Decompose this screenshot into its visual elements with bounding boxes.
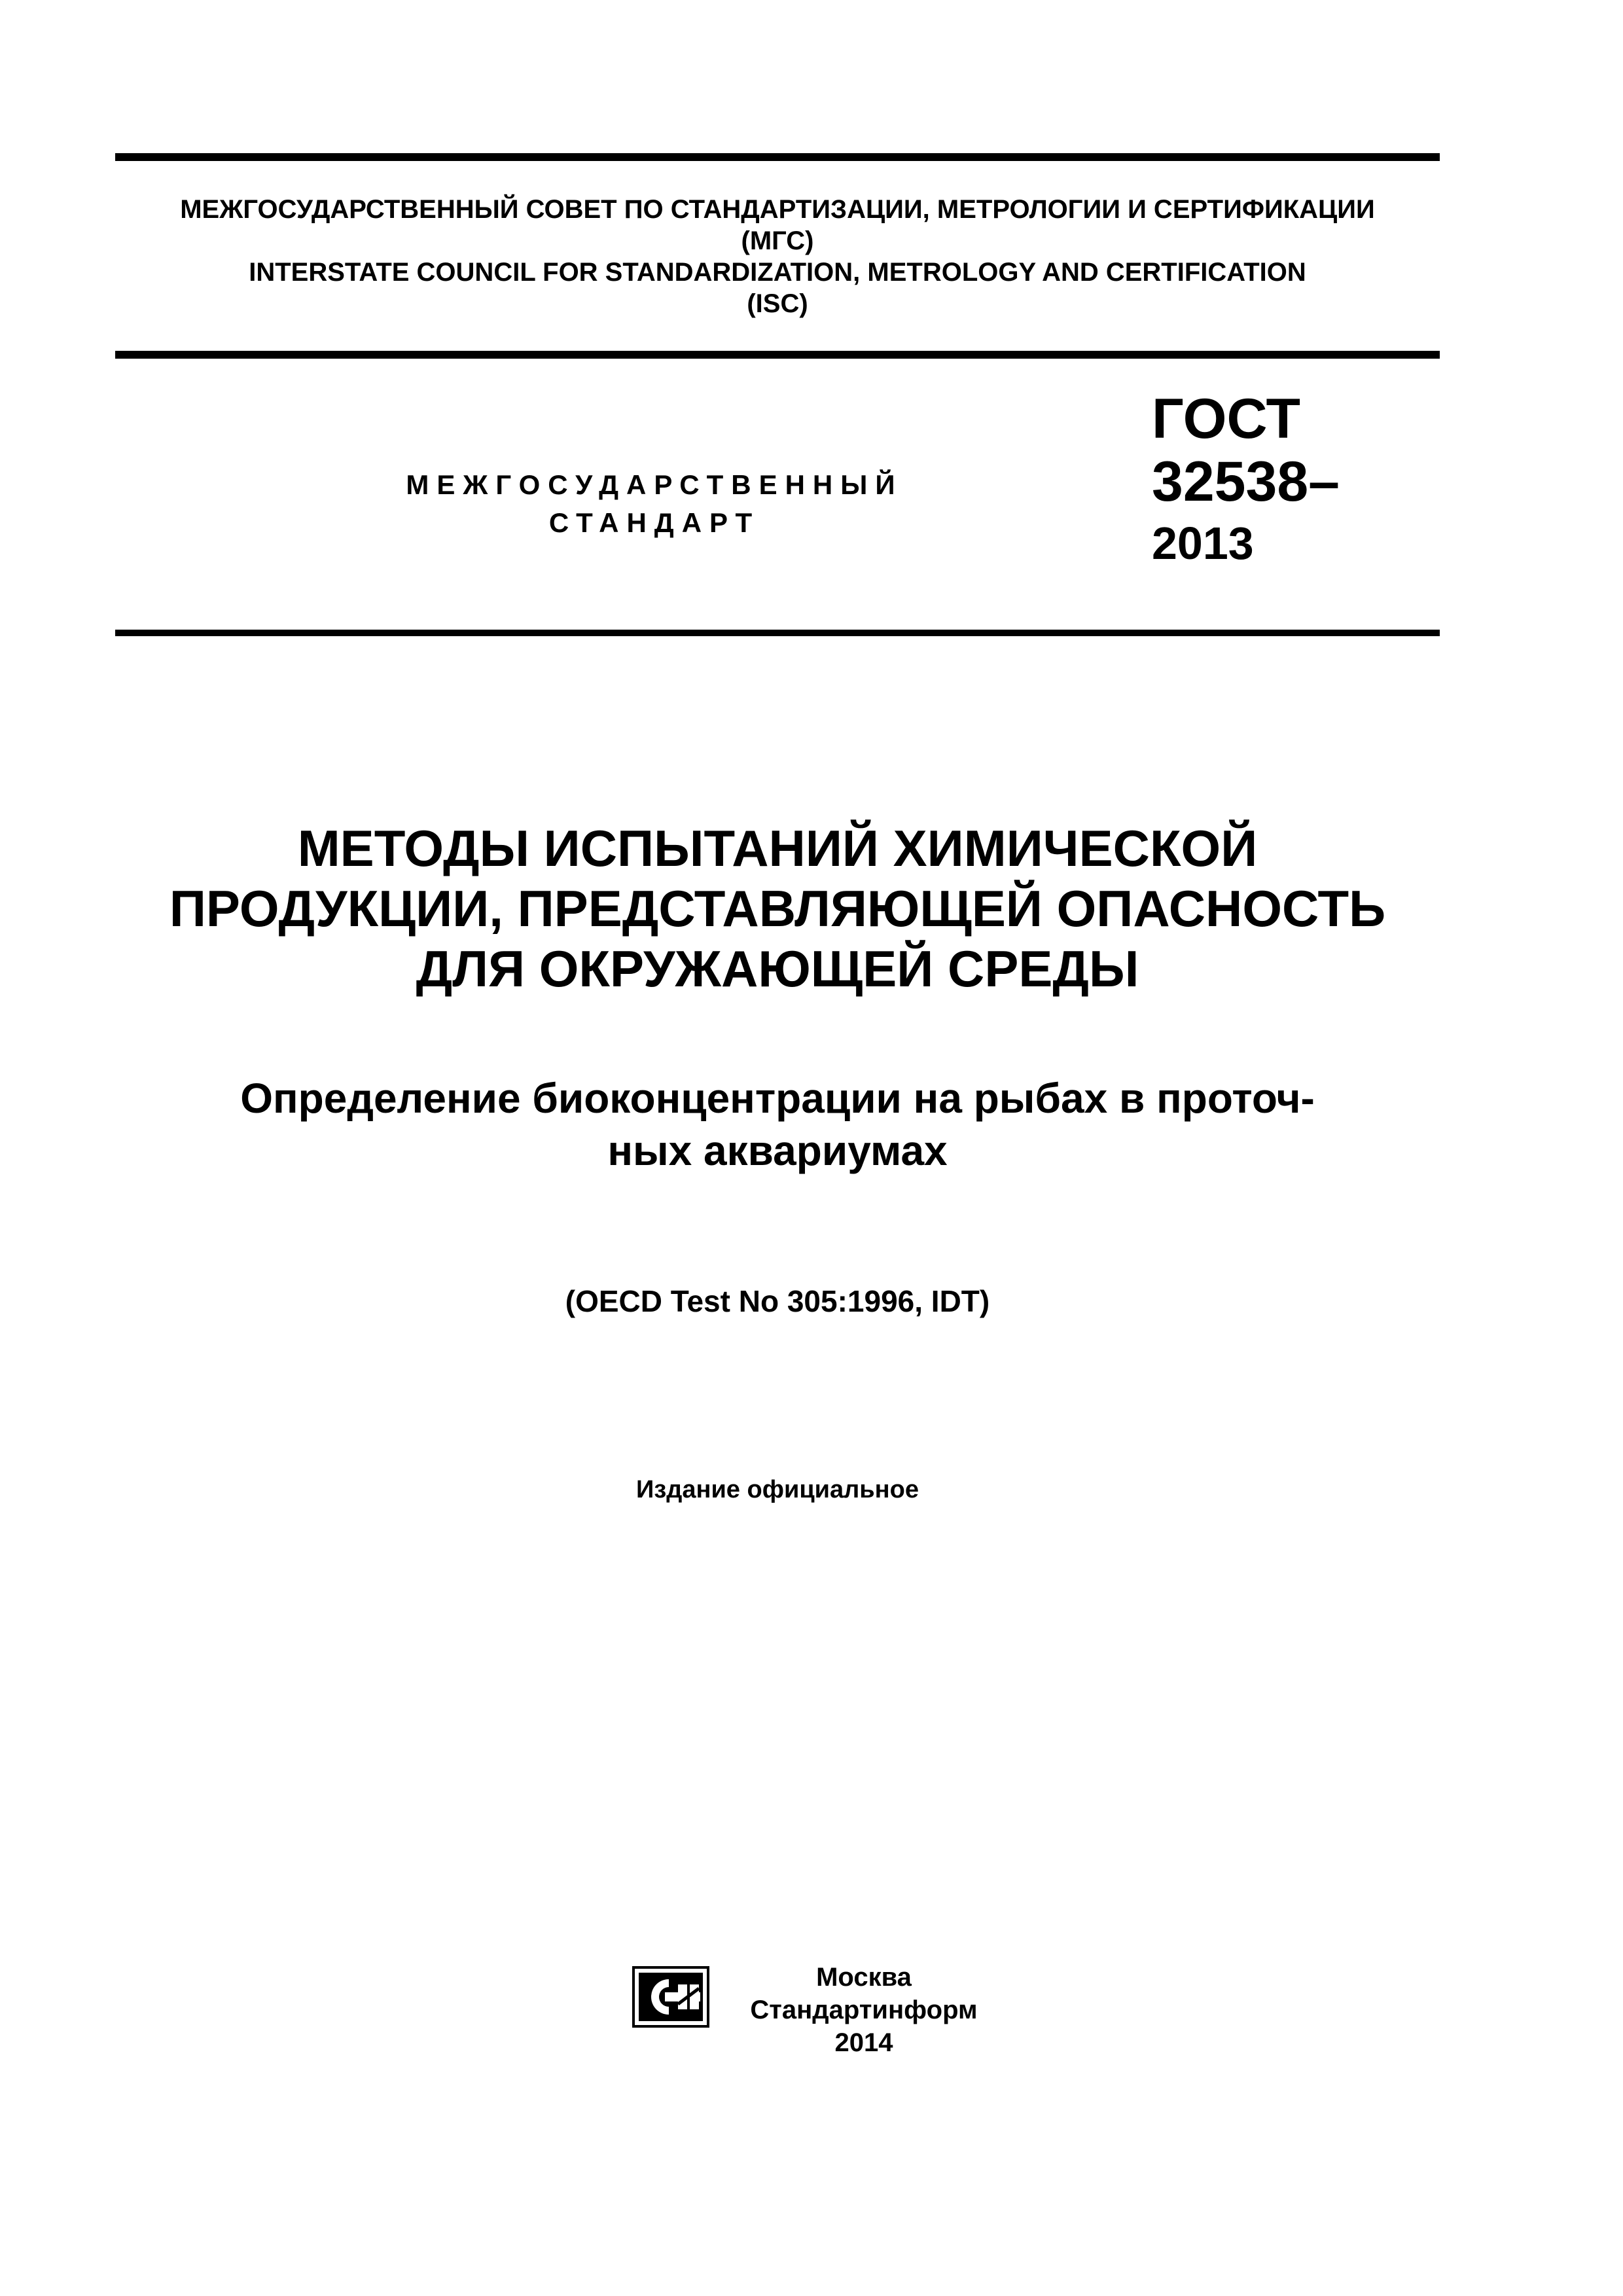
standard-type-line2: СТАНДАРТ (548, 507, 760, 538)
standard-type-line1: МЕЖГОСУДАРСТВЕННЫЙ (406, 469, 903, 500)
standard-label: ГОСТ (1152, 387, 1301, 450)
subtitle-line-2: ных аквариумах (607, 1127, 948, 1174)
standard-designation (1152, 387, 1427, 573)
middle-rule (115, 351, 1440, 359)
title-line-3: ДЛЯ ОКРУЖАЮЩЕЙ СРЕДЫ (416, 940, 1139, 997)
oecd-reference: (OECD Test No 305:1996, IDT) (565, 1284, 990, 1318)
council-name-en: INTERSTATE COUNCIL FOR STANDARDIZATION, METROLOGY AND CERTIFICATION (249, 258, 1306, 287)
publisher-name: Стандартинформ (750, 1996, 978, 2024)
top-rule (115, 153, 1440, 161)
subtitle-line-1: Определение биоконцентрации на рыбах в проточ- (240, 1075, 1315, 1122)
council-name-ru: МЕЖГОСУДАРСТВЕННЫЙ СОВЕТ ПО СТАНДАРТИЗАЦИИ, МЕТРОЛОГИИ И СЕРТИФИКАЦИИ (180, 195, 1375, 224)
standard-year: 2013 (1152, 518, 1254, 569)
publisher-year: 2014 (834, 2028, 893, 2057)
standartinform-logo-icon (632, 1966, 709, 2028)
bottom-rule (115, 630, 1440, 636)
council-abbr-ru: (МГС) (741, 226, 814, 255)
publisher-block (720, 1961, 1008, 2059)
council-abbr-en: (ISC) (747, 289, 808, 318)
council-header (115, 194, 1440, 319)
edition-note: Издание официальное (636, 1476, 919, 1503)
title-line-2: ПРОДУКЦИИ, ПРЕДСТАВЛЯЮЩЕЙ ОПАСНОСТЬ (169, 880, 1386, 937)
document-subtitle (115, 1072, 1440, 1177)
title-line-1: МЕТОДЫ ИСПЫТАНИЙ ХИМИЧЕСКОЙ (297, 819, 1258, 877)
standard-number: 32538– (1152, 450, 1340, 513)
publisher-city: Москва (816, 1963, 912, 1992)
standard-type (366, 466, 942, 542)
document-title (115, 818, 1440, 999)
